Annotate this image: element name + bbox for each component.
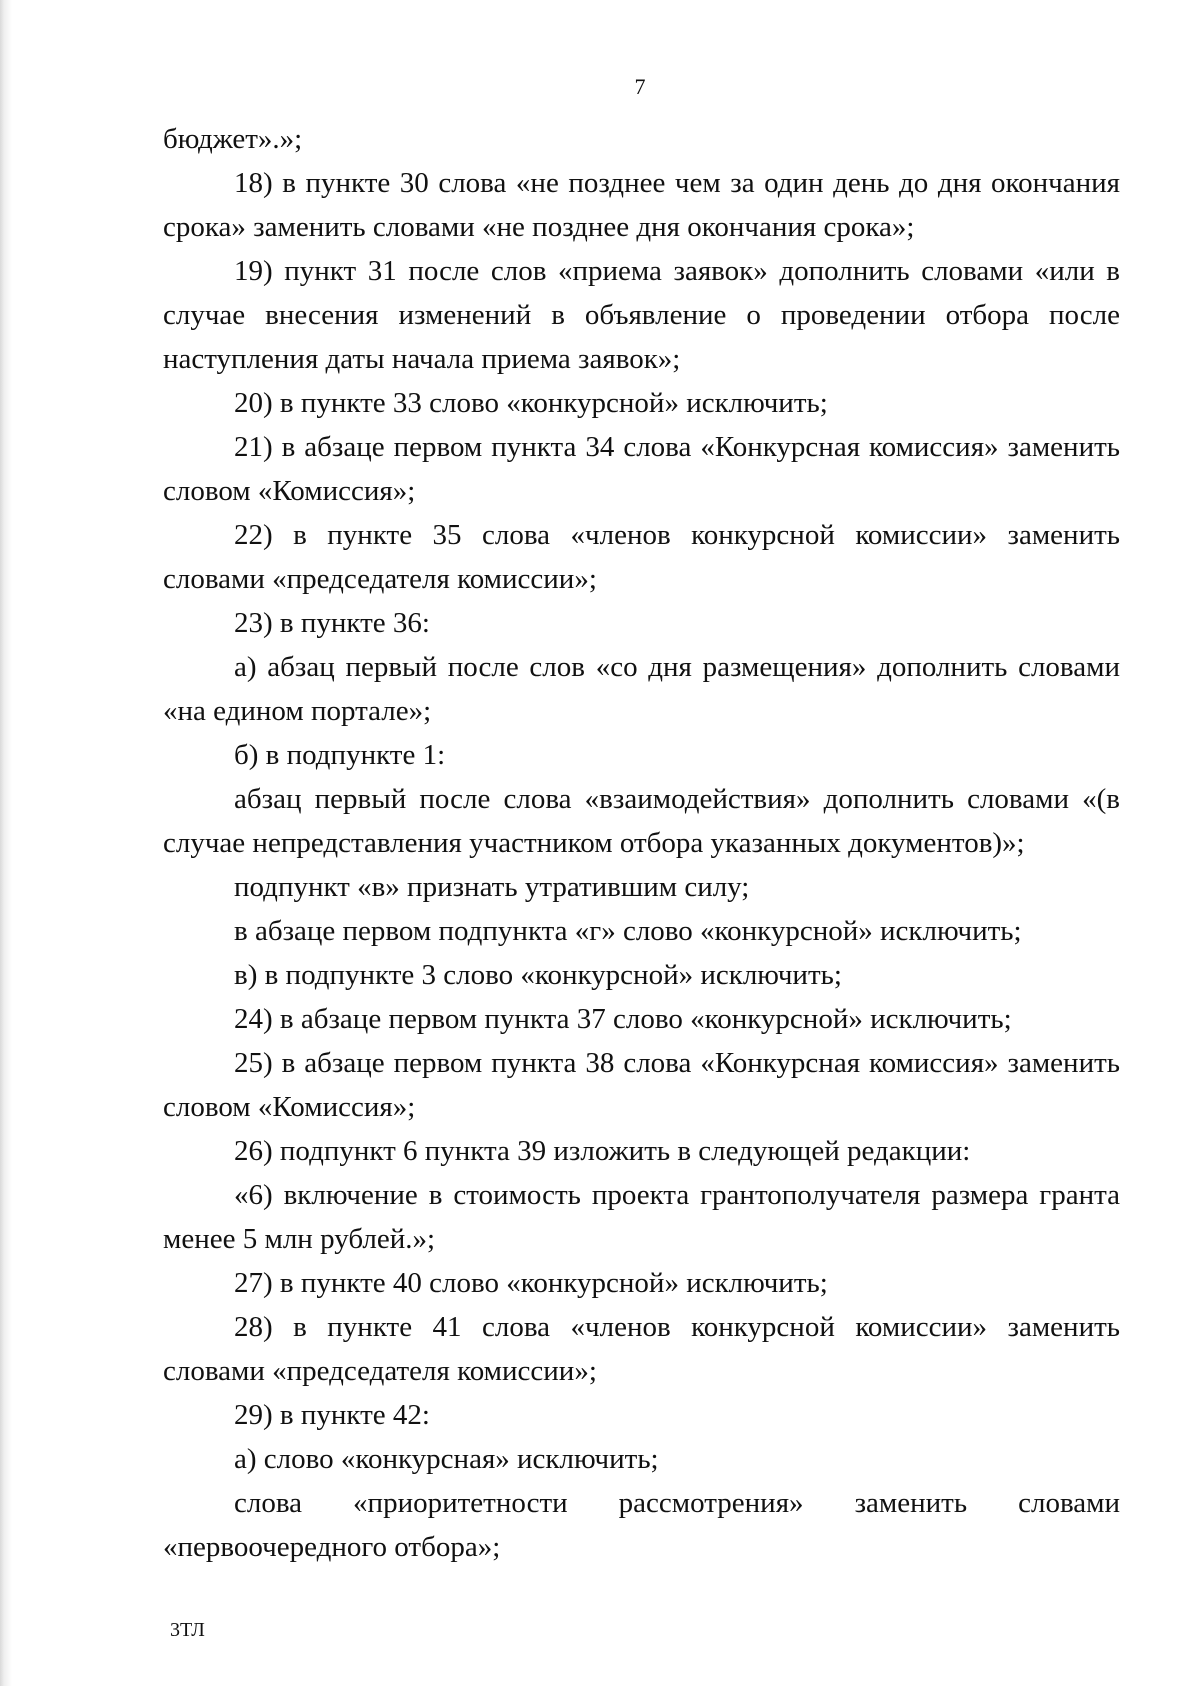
paragraph-item-23: 23) в пункте 36: [234, 607, 430, 639]
paragraph-item-23b-3: в абзаце первом подпункта «г» слово «конкурсной» исключить; [234, 915, 1022, 947]
paragraph-item-18: 18) в пункте 30 слова «не позднее чем за один день до дня окончания срока» заменить словами «не позднее дня окончания срока»; [163, 167, 1120, 243]
paragraph-item-22: 22) в пункте 35 слова «членов конкурсной комиссии» заменить словами «председателя комиссии»; [163, 519, 1120, 595]
paragraph-item-23a: а) абзац первый после слов «со дня размещения» дополнить словами «на едином портале»; [163, 651, 1120, 727]
paragraph-item-23b-2: подпункт «в» признать утратившим силу; [234, 871, 750, 903]
paragraph-item-27: 27) в пункте 40 слово «конкурсной» исключить; [234, 1267, 828, 1299]
footer-code: 3ТЛ [170, 1619, 205, 1641]
paragraph-item-29: 29) в пункте 42: [234, 1399, 430, 1431]
paragraph-item-29a-2: слова «приоритетности рассмотрения» заменить словами «первоочередного отбора»; [163, 1487, 1120, 1563]
paragraph-item-29a: а) слово «конкурсная» исключить; [234, 1443, 659, 1475]
paragraph-item-19: 19) пункт 31 после слов «приема заявок» дополнить словами «или в случае внесения изменений в объявление о проведении отбора после наступления даты начала приема заявок»; [163, 255, 1120, 375]
document-body [163, 117, 1120, 1569]
paragraph-item-26: 26) подпункт 6 пункта 39 изложить в следующей редакции: [234, 1135, 971, 1167]
paragraph-continuation: бюджет».»; [163, 123, 303, 155]
scan-edge [0, 0, 12, 1686]
paragraph-item-23b-1: абзац первый после слова «взаимодействия» дополнить словами «(в случае непредставления участником отбора указанных документов)»; [163, 783, 1120, 859]
paragraph-item-23c: в) в подпункте 3 слово «конкурсной» исключить; [234, 959, 842, 991]
paragraph-item-26-text: «6) включение в стоимость проекта грантополучателя размера гранта менее 5 млн рублей.»; [163, 1179, 1120, 1255]
page-number: 7 [634, 74, 646, 99]
paragraph-item-21: 21) в абзаце первом пункта 34 слова «Конкурсная комиссия» заменить словом «Комиссия»; [163, 431, 1120, 507]
paragraph-item-24: 24) в абзаце первом пункта 37 слово «конкурсной» исключить; [234, 1003, 1012, 1035]
paragraph-item-20: 20) в пункте 33 слово «конкурсной» исключить; [234, 387, 828, 419]
paragraph-item-28: 28) в пункте 41 слова «членов конкурсной комиссии» заменить словами «председателя комиссии»; [163, 1311, 1120, 1387]
paragraph-item-23b: б) в подпункте 1: [234, 739, 446, 771]
paragraph-item-25: 25) в абзаце первом пункта 38 слова «Конкурсная комиссия» заменить словом «Комиссия»; [163, 1047, 1120, 1123]
